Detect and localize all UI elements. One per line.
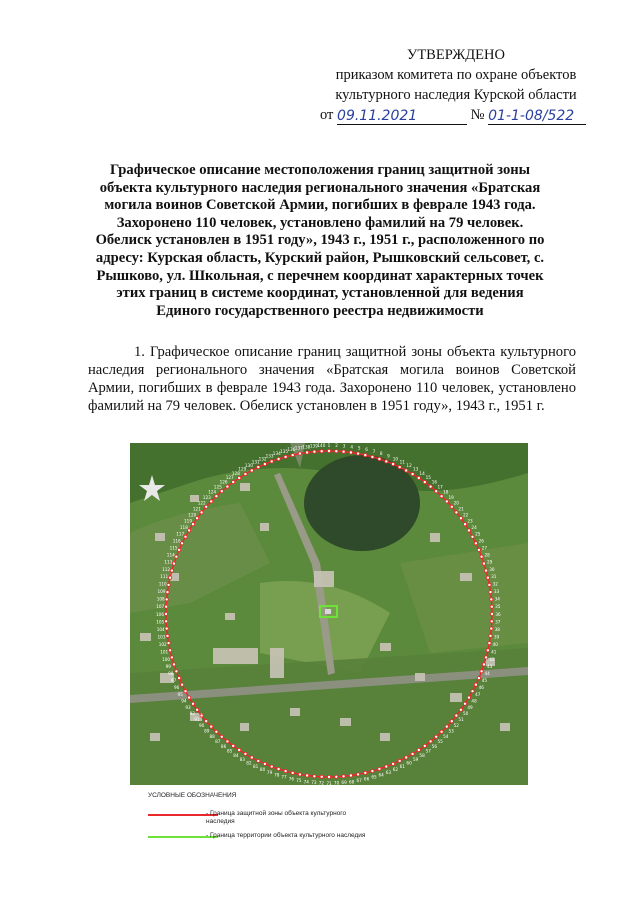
boundary-point [480,555,483,558]
boundary-point [342,450,345,453]
boundary-point [398,759,401,762]
boundary-point [486,576,489,579]
legend-title: УСЛОВНЫЕ ОБОЗНАЧЕНИЯ [148,792,237,799]
pond [304,455,420,551]
boundary-point [205,505,208,508]
boundary-point [429,485,432,488]
boundary-point-label: 102 [158,642,167,647]
boundary-point [357,452,360,455]
boundary-point [313,450,316,453]
boundary-point-label: 86 [220,743,227,749]
boundary-point-label: 98 [168,671,174,677]
boundary-point [244,752,247,755]
boundary-point-label: 12 [406,463,412,468]
boundary-point-label: 87 [215,739,221,745]
boundary-point [165,627,168,630]
boundary-point-label: 44 [484,671,490,677]
boundary-point [488,642,491,645]
boundary-point [284,770,287,773]
boundary-point [398,466,401,469]
boundary-point [165,620,168,623]
boundary-point-label: 128 [231,470,240,476]
boundary-point-label: 100 [162,656,171,662]
boundary-point-label: 136 [287,447,296,452]
boundary-point-label: 79 [266,770,273,775]
boundary-point-label: 74 [303,779,309,785]
satellite-map [130,443,528,785]
boundary-point-label: 30 [489,566,495,572]
boundary-point [178,548,181,551]
boundary-point [364,454,367,457]
boundary-point-label: 46 [478,685,484,691]
boundary-point [238,748,241,751]
boundary-point [440,495,443,498]
boundary-point [226,740,229,743]
boundary-point-label: 8 [379,451,383,457]
legend-territory-label: - Граница территории объекта культурного наследия [206,832,366,839]
boundary-point-label: 47 [475,691,481,697]
boundary-point-label: 24 [471,525,477,531]
boundary-point [320,775,323,778]
boundary-point [220,735,223,738]
map-legend [130,788,528,858]
boundary-point [232,481,235,484]
boundary-point-label: 135 [280,448,288,454]
boundary-point [181,683,184,686]
boundary-point [238,476,241,479]
boundary-point-label: 65 [371,774,377,780]
boundary-point-label: 107 [156,604,165,610]
boundary-point-label: 129 [238,466,247,472]
boundary-point-label: 96 [174,685,180,691]
boundary-point-label: 110 [158,581,167,587]
date-prefix: от [320,107,334,123]
boundary-point-label: 6 [365,447,368,452]
boundary-point-label: 90 [199,723,205,728]
boundary-point-label: 131 [251,459,260,465]
boundary-point-label: 27 [481,545,488,551]
boundary-point-label: 71 [326,780,332,785]
boundary-point [459,517,462,520]
boundary-point-label: 54 [443,734,449,739]
boundary-point [172,562,175,565]
boundary-point [429,740,432,743]
map-svg [130,443,528,785]
boundary-point [263,463,266,466]
boundary-point [489,591,492,594]
boundary-point [165,598,168,601]
date-field [337,107,467,125]
boundary-point [257,466,260,469]
boundary-point-label: 72 [318,780,325,785]
boundary-point [488,583,491,586]
boundary-point-label: 80 [259,767,266,773]
boundary-point-label: 14 [419,470,425,476]
boundary-point-label: 82 [246,760,252,766]
boundary-point-label: 123 [202,495,211,500]
boundary-point [342,775,345,778]
boundary-point [467,529,470,532]
boundary-point-label: 117 [176,531,185,537]
boundary-point [349,774,352,777]
boundary-point-label: 121 [192,506,201,512]
boundary-point-label: 21 [458,506,464,512]
boundary-point [210,500,213,503]
boundary-point-label: 140 [317,443,326,448]
boundary-point-label: 2 [335,443,338,448]
boundary-point-label: 93 [185,704,191,710]
boundary-point-label: 25 [475,531,481,537]
boundary-point [313,775,316,778]
boundary-point [169,576,172,579]
boundary-point [349,451,352,454]
boundary-point [490,627,493,630]
boundary-point-label: 48 [471,698,477,704]
boundary-point-label: 9 [387,453,390,459]
boundary-point-label: 23 [467,518,473,524]
boundary-point [423,744,426,747]
boundary-point [482,562,485,565]
boundary-point [490,620,493,623]
boundary-point-label: 85 [227,748,233,754]
boundary-point-label: 115 [169,545,178,551]
boundary-point-label: 22 [463,512,469,518]
boundary-point [490,612,493,615]
boundary-point [357,773,360,776]
boundary-point-label: 17 [437,484,443,490]
boundary-point [371,455,374,458]
boundary-point [184,690,187,693]
boundary-point-label: 116 [172,538,181,544]
boundary-point-label: 57 [425,748,431,754]
boundary-point [471,690,474,693]
boundary-point [165,605,168,608]
boundary-point-label: 118 [179,525,188,531]
boundary-point-label: 94 [181,698,187,704]
boundary-point-label: 31 [491,574,497,580]
boundary-point [320,450,323,453]
legend-zone-label: - Граница защитной зоны объекта культурного наследия [206,810,347,825]
boundary-point-label: 3 [342,443,346,449]
boundary-point [184,535,187,538]
boundary-point-label: 45 [481,678,488,684]
boundary-point [210,725,213,728]
approval-heading: УТВЕРЖДЕНО [407,47,505,63]
boundary-point [463,523,466,526]
boundary-point [445,500,448,503]
boundary-point-label: 58 [419,752,425,758]
boundary-point-label: 137 [294,445,303,451]
boundary-point-label: 106 [156,611,164,617]
boundary-point [471,535,474,538]
boundary-point [423,481,426,484]
boundary-point [175,555,178,558]
boundary-point [167,642,170,645]
boundary-point-label: 77 [281,774,287,780]
boundary-point-label: 40 [492,642,498,647]
boundary-point-label: 35 [495,604,501,610]
boundary-point [257,759,260,762]
boundary-point-label: 88 [209,734,215,739]
boundary-point-label: 126 [219,479,228,485]
boundary-point [232,744,235,747]
boundary-point-label: 124 [208,489,217,495]
boundary-point [489,634,492,637]
boundary-point-label: 52 [453,723,459,728]
boundary-point-label: 134 [272,451,281,457]
boundary-point [477,677,480,680]
boundary-point-label: 15 [425,475,431,481]
boundary-point-label: 53 [448,728,454,734]
boundary-point-label: 16 [431,479,438,485]
boundary-point-label: 75 [296,778,302,784]
boundary-point-label: 55 [437,739,443,745]
boundary-point-label: 43 [487,664,493,669]
boundary-point-label: 33 [493,589,500,595]
boundary-point [440,730,443,733]
boundary-point-label: 89 [204,728,210,734]
boundary-point-label: 7 [372,448,376,454]
boundary-point [392,762,395,765]
boundary-point-label: 50 [463,711,469,717]
boundary-point [459,708,462,711]
boundary-point-label: 60 [406,760,412,766]
boundary-point [306,774,309,777]
boundary-point [215,730,218,733]
boundary-point-label: 69 [341,780,347,785]
boundary-point [485,656,488,659]
boundary-point [405,756,408,759]
boundary-point-label: 59 [413,756,419,762]
boundary-point-label: 139 [309,443,318,449]
boundary-point [277,767,280,770]
boundary-point-label: 34 [494,596,500,602]
boundary-point [226,485,229,488]
boundary-point [277,457,280,460]
boundary-point-label: 67 [356,778,362,784]
boundary-point-label: 84 [233,752,239,758]
boundary-point [263,762,266,765]
boundary-point-label: 4 [350,444,354,450]
boundary-point [378,767,381,770]
boundary-point [371,770,374,773]
boundary-point [200,714,203,717]
boundary-point-label: 62 [392,767,399,773]
boundary-point-label: 119 [184,518,192,524]
approval-date-number [306,106,606,126]
document-title: Графическое описание местоположения границ защитной зоны объекта культурного наследия регионального значения «Братская могила воинов Советской Армии, погибших в феврале 1943 года. Захоронено 110 человек, установлено фамилий на 79 человек. Обелиск установлен в 1951 году», 1943 г., 1951 г., расположенного по адресу: Курская область, Курский район, Рышковский сельсовет, с. Рышково, ул. Школьная, с перечнем координат характерных точек этих границ в системе координат, установленной для ведения Единого государственного реестра недвижимости [95,162,545,319]
boundary-point-label: 113 [164,559,173,565]
boundary-point [435,490,438,493]
boundary-point-label: 20 [453,500,459,506]
boundary-point-label: 83 [239,756,245,762]
boundary-point [450,505,453,508]
boundary-point [467,696,470,699]
boundary-point [166,634,169,637]
boundary-point [181,542,184,545]
boundary-point [191,702,194,705]
boundary-point-label: 130 [244,463,253,468]
boundary-point [215,495,218,498]
boundary-point-label: 97 [170,678,177,684]
boundary-point-label: 99 [165,664,171,669]
boundary-point [477,548,480,551]
boundary-point-label: 36 [495,611,501,617]
boundary-point-label: 73 [311,780,317,785]
boundary-point-label: 63 [385,770,392,775]
boundary-point [220,490,223,493]
boundary-point-label: 105 [156,619,165,625]
boundary-point-label: 41 [491,649,497,655]
boundary-point [327,775,330,778]
boundary-point-label: 101 [160,649,169,655]
boundary-point-label: 39 [493,634,500,640]
number-field [488,107,586,125]
boundary-point-label: 127 [225,475,234,481]
boundary-point [480,670,483,673]
number-value: 01-1-08/522 [488,108,575,124]
boundary-point-label: 81 [253,764,259,770]
boundary-point-label: 78 [274,772,280,778]
boundary-point [172,663,175,666]
boundary-point-label: 112 [162,566,171,572]
section-1-paragraph [88,343,576,415]
boundary-point-label: 95 [177,691,183,697]
boundary-point [291,454,294,457]
boundary-point-label: 37 [495,619,501,625]
boundary-point-label: 108 [156,596,165,602]
boundary-point-label: 132 [258,456,267,462]
boundary-point [164,612,167,615]
boundary-point-label: 11 [399,459,405,465]
boundary-point [474,683,477,686]
boundary-point-label: 92 [189,711,195,717]
boundary-point [188,529,191,532]
boundary-point [417,476,420,479]
boundary-point [485,569,488,572]
boundary-point-label: 138 [302,444,311,450]
boundary-point-label: 42 [489,656,495,662]
boundary-point-label: 38 [494,626,500,632]
boundary-point [474,542,477,545]
number-prefix: № [470,107,485,123]
boundary-point [411,473,414,476]
boundary-point-label: 66 [363,776,370,782]
boundary-point [490,598,493,601]
boundary-point-label: 64 [378,772,384,778]
boundary-point [385,460,388,463]
boundary-point-label: 13 [413,466,419,472]
boundary-point [298,773,301,776]
boundary-point-label: 61 [399,764,405,770]
boundary-point [335,775,338,778]
boundary-point [327,449,330,452]
boundary-point-label: 5 [357,445,361,451]
approval-line-1: приказом комитета по охране объектов [335,67,577,83]
boundary-point [364,771,367,774]
boundary-point-label: 114 [166,552,175,558]
boundary-point [417,748,420,751]
boundary-point-label: 103 [157,634,166,640]
boundary-point [170,656,173,659]
boundary-point [378,457,381,460]
boundary-point-label: 91 [194,717,200,723]
boundary-point [169,649,172,652]
boundary-point [435,735,438,738]
boundary-point-label: 19 [448,495,454,500]
boundary-point [306,451,309,454]
boundary-point-label: 68 [349,779,355,785]
boundary-point [205,720,208,723]
boundary-point [385,765,388,768]
boundary-point [298,452,301,455]
boundary-point-label: 32 [492,581,498,587]
boundary-point [486,649,489,652]
boundary-point [167,583,170,586]
boundary-point [463,702,466,705]
boundary-point [392,463,395,466]
boundary-point-label: 104 [156,626,165,632]
boundary-point-label: 29 [487,559,493,565]
boundary-point [482,663,485,666]
boundary-point [175,670,178,673]
boundary-point-label: 125 [213,484,222,490]
boundary-point-label: 49 [467,704,473,710]
boundary-point-label: 122 [197,500,206,506]
boundary-point-label: 111 [160,574,169,580]
boundary-point [411,752,414,755]
boundary-point-label: 56 [431,743,438,749]
boundary-point-label: 26 [478,538,484,544]
boundary-point [270,460,273,463]
boundary-point [490,605,493,608]
boundary-point-label: 18 [443,489,449,495]
boundary-point-label: 70 [333,780,340,785]
boundary-point [291,771,294,774]
boundary-point-label: 120 [188,512,197,518]
date-value: 09.11.2021 [337,108,418,124]
approval-block [306,46,606,126]
boundary-point [284,455,287,458]
approval-line-2: культурного наследия Курской области [335,87,577,103]
boundary-point [170,569,173,572]
boundary-point [270,765,273,768]
boundary-point [166,591,169,594]
boundary-point [178,677,181,680]
boundary-point [196,708,199,711]
boundary-point [188,696,191,699]
boundary-point-label: 28 [484,552,490,558]
boundary-point [405,469,408,472]
boundary-point [250,756,253,759]
section-1-text: 1. Графическое описание границ защитной зоны объекта культурного наследия регионального значения «Братская могила воинов Советской Армии, погибших в феврале 1943 года. Захоронено 110 человек, установлено фамилий на 79 человек. Обелиск установлен в 1951 году», 1943 г., 1951 г. [88,344,576,414]
boundary-point-label: 10 [392,456,399,462]
boundary-point-label: 109 [157,589,166,595]
boundary-point-label: 76 [288,776,295,782]
boundary-point [335,450,338,453]
boundary-point-label: 1 [327,443,331,448]
boundary-point [244,473,247,476]
boundary-point-label: 51 [458,717,464,723]
boundary-point [250,469,253,472]
boundary-point-label: 133 [265,453,274,459]
